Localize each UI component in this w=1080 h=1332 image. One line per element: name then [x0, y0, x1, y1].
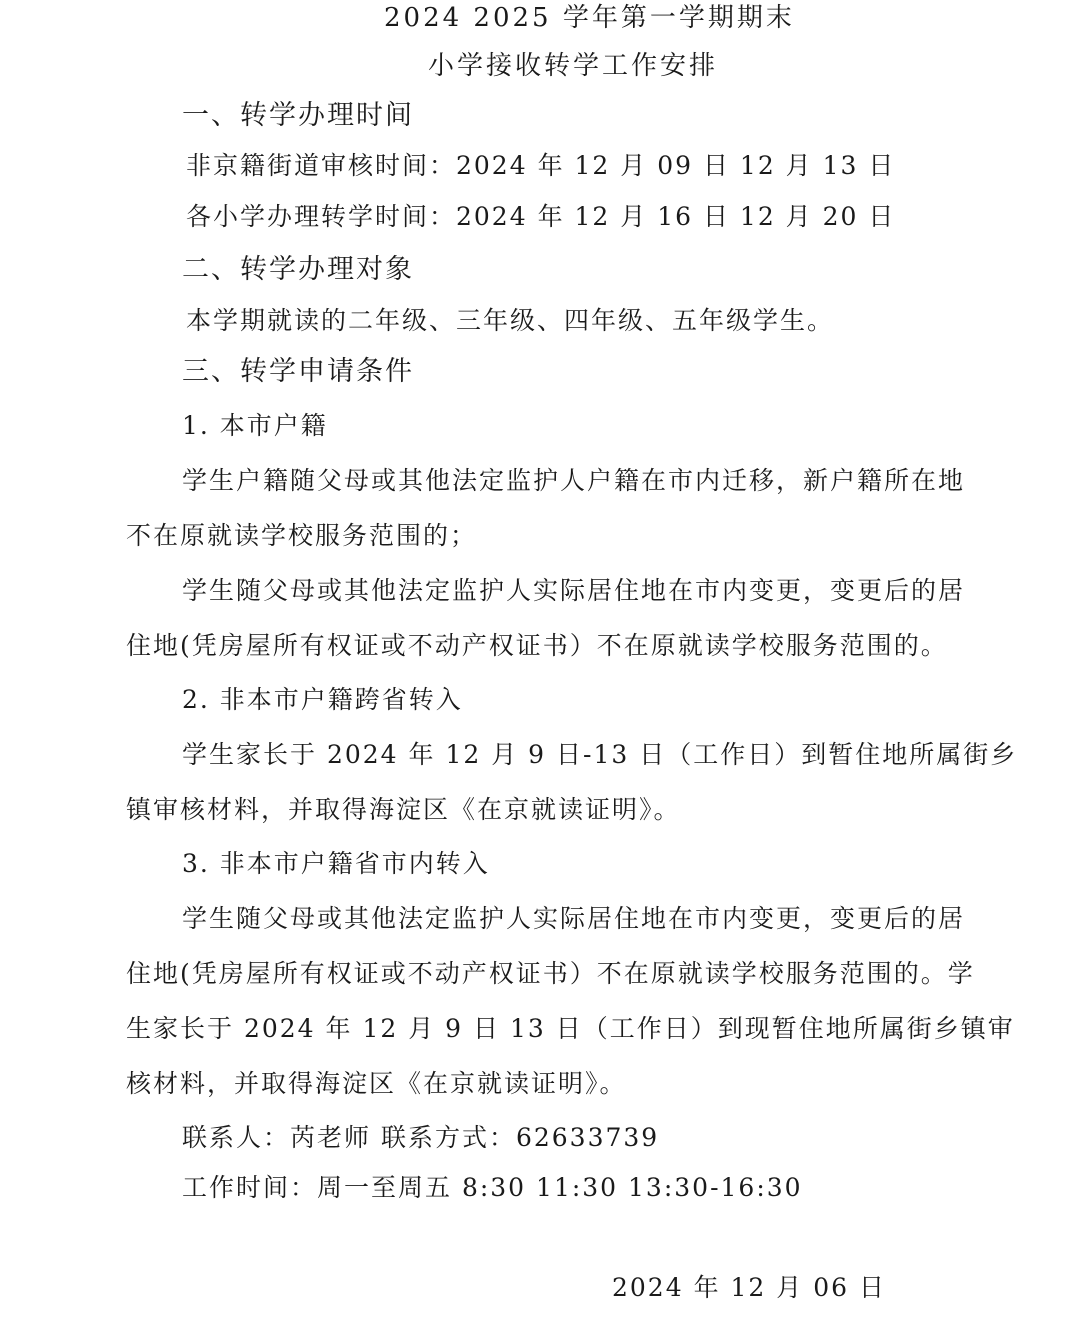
document-title-line-2: 小学接收转学工作安排 [428, 51, 719, 81]
item-1-label: 1. 本市户籍 [182, 411, 328, 440]
item-1-para-1-line-2: 不在原就读学校服务范围的； [126, 521, 478, 550]
item-1-para-2-line-1: 学生随父母或其他法定监护人实际居住地在市内变更，变更后的居 [182, 576, 966, 605]
section-2-line-1: 本学期就读的二年级、三年级、四年级、五年级学生。 [186, 306, 835, 335]
document-date: 2024 年 12 月 06 日 [612, 1273, 886, 1302]
document-title-line-1: 2024 2025 学年第一学期期末 [384, 3, 795, 33]
section-1-line-2: 各小学办理转学时间：2024 年 12 月 16 日 12 月 20 日 [186, 202, 896, 231]
item-3-para-line-2: 住地(凭房屋所有权证或不动产权证书）不在原就读学校服务范围的。学 [126, 959, 975, 988]
item-3-para-line-1: 学生随父母或其他法定监护人实际居住地在市内变更，变更后的居 [182, 904, 966, 933]
item-3-para-line-3: 生家长于 2024 年 12 月 9 日 13 日（工作日）到现暂住地所属街乡镇审 [126, 1014, 1015, 1043]
item-2-label: 2. 非本市户籍跨省转入 [182, 685, 463, 714]
item-1-para-1-line-1: 学生户籍随父母或其他法定监护人户籍在市内迁移，新户籍所在地 [182, 466, 966, 495]
section-2-heading: 二、转学办理对象 [182, 254, 414, 285]
item-1-para-2-line-2: 住地(凭房屋所有权证或不动产权证书）不在原就读学校服务范围的。 [126, 631, 948, 660]
contact-line: 联系人：芮老师 联系方式：62633739 [182, 1123, 660, 1152]
item-3-para-line-4: 核材料，并取得海淀区《在京就读证明》。 [126, 1069, 627, 1098]
item-3-label: 3. 非本市户籍省市内转入 [182, 849, 490, 878]
section-1-line-1: 非京籍街道审核时间：2024 年 12 月 09 日 12 月 13 日 [186, 151, 896, 180]
section-1-heading: 一、转学办理时间 [182, 100, 414, 131]
work-hours-line: 工作时间：周一至周五 8:30 11:30 13:30-16:30 [182, 1173, 803, 1202]
item-2-para-line-2: 镇审核材料，并取得海淀区《在京就读证明》。 [126, 795, 681, 824]
section-3-heading: 三、转学申请条件 [182, 356, 414, 387]
item-2-para-line-1: 学生家长于 2024 年 12 月 9 日-13 日（工作日）到暂住地所属街乡 [182, 740, 1018, 769]
